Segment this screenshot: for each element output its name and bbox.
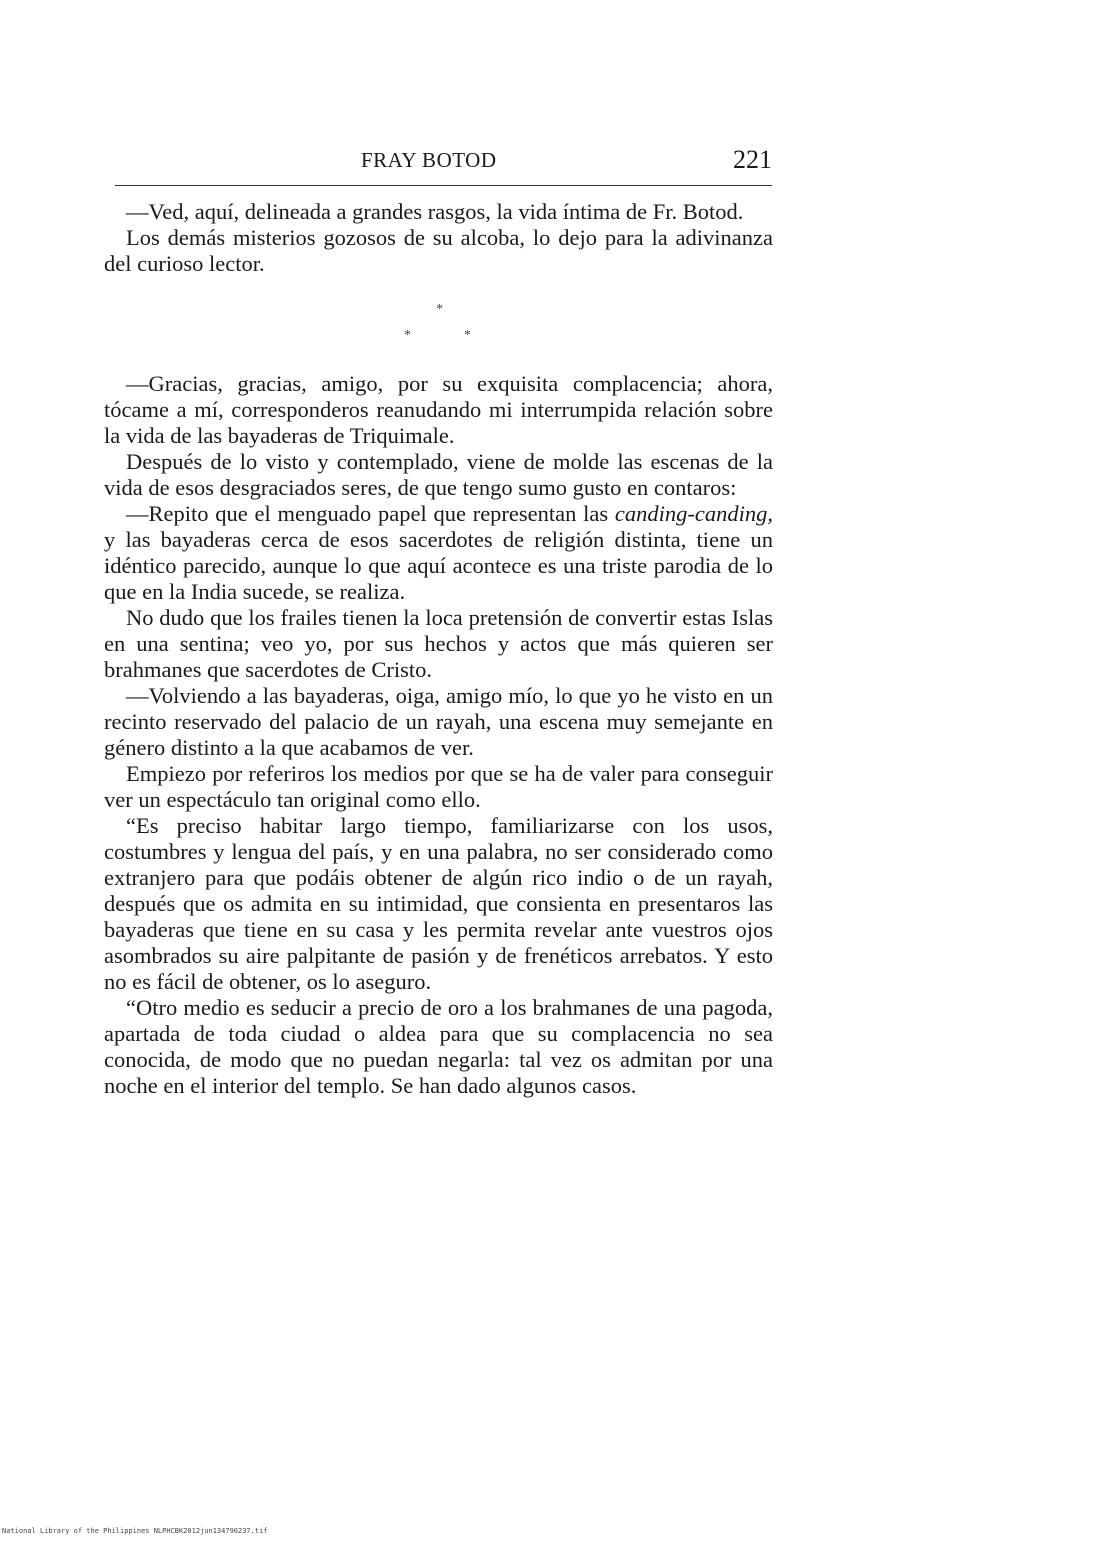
page-number: 221 bbox=[733, 145, 772, 174]
paragraph-7: —Volviendo a las bayaderas, oiga, amigo mío, lo que yo he visto en un recinto reservado del palacio de un rayah, una escena muy semejante en género distinto a la que acabamos de ver. bbox=[104, 683, 773, 760]
paragraph-5-end: y las bayaderas cerca de esos sacerdotes de religión distinta, tiene un idéntico parecido, aunque lo que aquí acontece es una triste parodia de lo que en la India sucede, se realiza. bbox=[104, 527, 773, 604]
page-header bbox=[115, 143, 772, 183]
paragraph-2: Los demás misterios gozosos de su alcoba, lo dejo para la adivinanza del curioso lector. bbox=[104, 225, 773, 276]
italic-term: canding-canding, bbox=[614, 501, 773, 526]
body-text bbox=[104, 199, 773, 1099]
paragraph-5 bbox=[104, 501, 773, 605]
asterisk-top: * bbox=[436, 302, 443, 317]
paragraph-6: No dudo que los frailes tienen la loca pretensión de convertir estas Islas en una sentina; veo yo, por sus hechos y actos que más quieren ser brahmanes que sacerdotes de Cristo. bbox=[104, 605, 773, 682]
paragraph-4: Después de lo visto y contemplado, viene de molde las escenas de la vida de esos desgraciados seres, de que tengo sumo gusto en contaros: bbox=[104, 449, 773, 500]
running-title: FRAY BOTOD bbox=[361, 148, 497, 172]
paragraph-3: —Gracias, gracias, amigo, por su exquisita complacencia; ahora, tócame a mí, corresponderos reanudando mi interrumpida relación sobre la vida de las bayaderas de Triquimale. bbox=[104, 371, 773, 448]
paragraph-9: “Es preciso habitar largo tiempo, familiarizarse con los usos, costumbres y lengua del país, y en una palabra, no ser considerado como extranjero para que podáis obtener de algún rico indio o de un rayah, después que os admita en su intimidad, que consienta en presentaros las bayaderas que tiene en su casa y les permita revelar ante vuestros ojos asombrados su aire palpitante de pasión y de frenéticos arrebatos. Y esto no es fácil de obtener, os lo aseguro. bbox=[104, 813, 773, 994]
paragraph-5-start: —Repito que el menguado papel que representan las bbox=[126, 501, 615, 526]
paragraph-1: —Ved, aquí, delineada a grandes rasgos, la vida íntima de Fr. Botod. bbox=[126, 199, 744, 224]
paragraph-8: Empiezo por referiros los medios por que se ha de valer para conseguir ver un espectáculo tan original como ello. bbox=[104, 761, 773, 812]
asterisk-right: * bbox=[464, 328, 471, 343]
scan-footer: National Library of the Philippines NLPHCBK2012jun134790237.tif bbox=[2, 1527, 268, 1535]
section-break bbox=[104, 277, 773, 371]
paragraph-10: “Otro medio es seducir a precio de oro a los brahmanes de una pagoda, apartada de toda ciudad o aldea para que su complacencia no sea conocida, de modo que no puedan negarla: tal vez os admitan por una noche en el interior del templo. Se han dado algunos casos. bbox=[104, 995, 773, 1098]
asterisk-left: * bbox=[404, 328, 411, 343]
header-rule bbox=[115, 185, 772, 186]
